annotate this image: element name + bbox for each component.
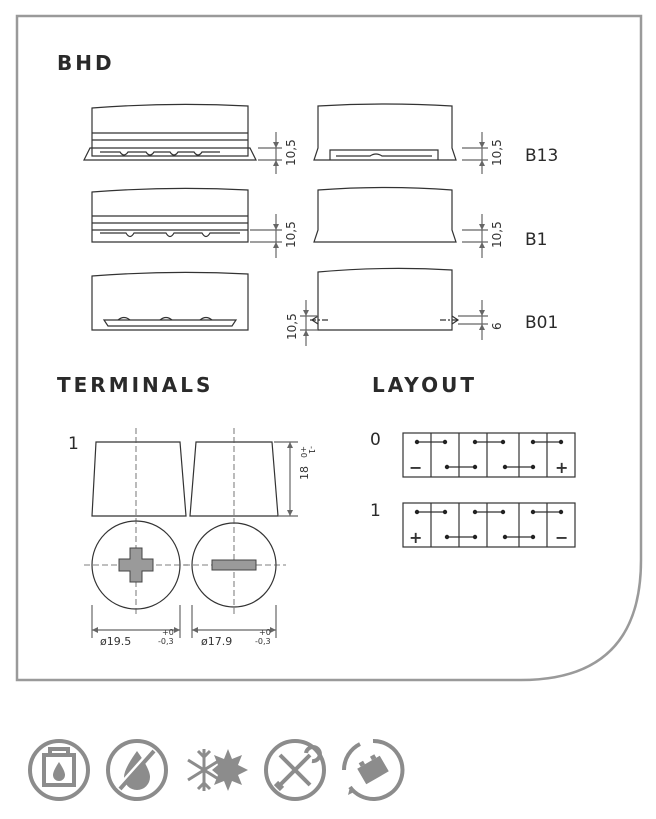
layout-0-left-sign: − [409, 458, 423, 477]
cold-heat-resistant-icon [184, 737, 250, 803]
bhd-heading: BHD [57, 51, 115, 75]
height-tol-lower: -1 [307, 446, 316, 454]
layout-1-right-sign: − [555, 528, 569, 547]
left-diameter: ø19.5 [100, 635, 132, 648]
layout-heading: LAYOUT [372, 373, 477, 397]
b1-left-dim: 10,5 [284, 221, 298, 248]
bhd-label-b1: B1 [525, 230, 548, 250]
right-diameter: ø17.9 [201, 635, 233, 648]
b01-left-dim: 10,5 [285, 313, 299, 340]
b01-front-view [92, 272, 248, 330]
layout-1-number: 1 [370, 501, 381, 521]
bhd-label-b01: B01 [525, 313, 559, 333]
b1-right-dim: 10,5 [490, 221, 504, 248]
layout-1-left-sign: + [409, 528, 423, 547]
plus-marking [119, 548, 153, 582]
b01-dimension-lines [300, 300, 488, 346]
minus-marking [212, 560, 256, 570]
layout-1-box [403, 503, 575, 547]
height-tol-upper: +0 [299, 446, 308, 458]
right-tol-lower: -0,3 [255, 637, 271, 646]
no-water-refill-icon [104, 737, 170, 803]
b13-right-dim: 10,5 [490, 139, 504, 166]
bhd-label-b13: B13 [525, 146, 559, 166]
maintenance-free-icon [262, 737, 328, 803]
b01-side-view [310, 268, 460, 330]
left-tol-lower: -0,3 [158, 637, 174, 646]
height-dimension: 18 [298, 466, 311, 480]
terminals-diagram [60, 420, 340, 660]
b1-front-view [92, 188, 248, 242]
right-tol-upper: +0 [259, 628, 271, 637]
left-terminal-side [92, 442, 186, 516]
b01-right-dim: 6 [490, 322, 504, 330]
b13-side-view [314, 104, 456, 160]
layout-0-right-sign: + [555, 458, 569, 477]
layout-0-number: 0 [370, 430, 381, 450]
terminals-heading: TERMINALS [57, 373, 214, 397]
b1-side-view [314, 188, 456, 243]
layout-0-box [403, 433, 575, 477]
b13-front-view [84, 104, 256, 160]
layout-diagram [395, 425, 595, 555]
battery-acid-icon [26, 737, 92, 803]
left-tol-upper: +0 [162, 628, 174, 637]
vibration-resistant-icon [340, 737, 406, 803]
b13-left-dim: 10,5 [284, 139, 298, 166]
terminal-type-number: 1 [68, 434, 79, 454]
